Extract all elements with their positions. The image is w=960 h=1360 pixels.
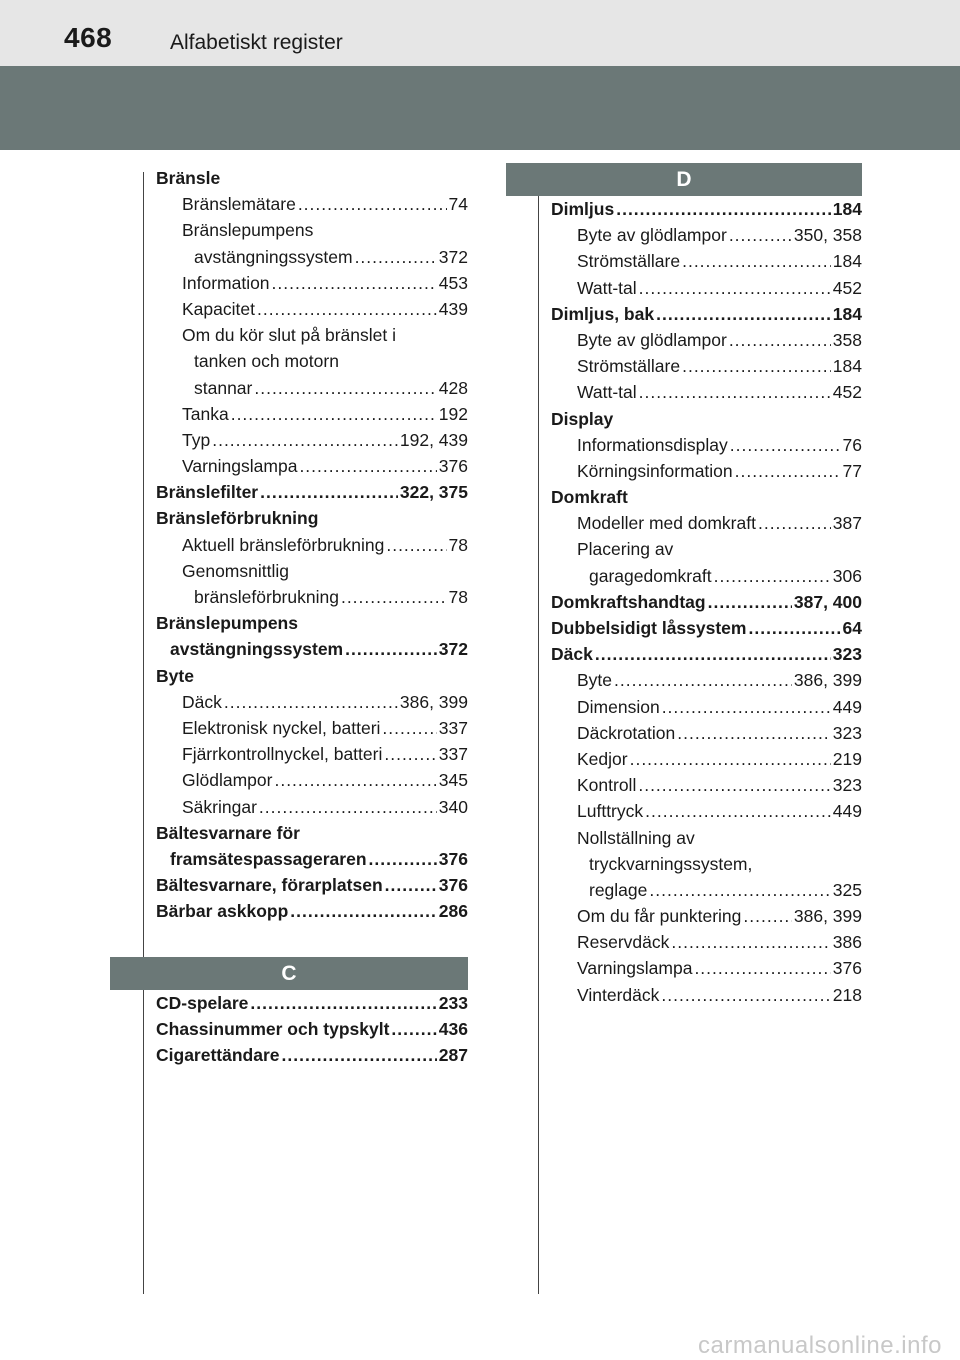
index-term: bränsleförbrukning [194,587,339,607]
index-term: garagedomkraft [589,565,712,586]
index-entry [551,801,862,827]
page-reference: 325 [832,879,862,900]
index-term: Glödlampor [182,770,273,791]
index-term: Körningsinformation [577,460,733,481]
dot-leader [386,535,446,556]
dot-leader [630,749,831,770]
index-column-d [551,199,862,1011]
index-term: Om du kör slut på bränslet i [182,325,396,346]
page-reference: 322, 375 [399,482,468,503]
index-term: Byte [156,665,194,686]
index-entry [156,456,468,482]
index-term: tanken och motorn [194,351,339,372]
dot-leader [299,456,436,477]
page-reference: 184 [832,303,862,324]
dot-leader [638,775,830,796]
index-term: Placering av [577,539,674,560]
index-term: Information [182,272,270,293]
dot-leader [694,958,830,979]
index-entry [156,561,468,587]
page-reference: 386, 399 [399,691,468,712]
dot-leader [224,692,398,713]
index-entry [551,513,862,539]
page-reference: 449 [832,801,862,822]
index-term: Dimension [577,696,660,717]
dot-leader [639,278,831,299]
page-reference: 74 [448,194,468,215]
index-entry [551,566,862,592]
dot-leader [682,251,831,272]
dot-leader [614,670,792,691]
index-entry [156,299,468,325]
dot-leader [729,330,831,351]
page-reference: 337 [438,744,468,765]
index-term: Nollställning av [577,827,695,848]
index-term: Cigarettändare [156,1045,280,1066]
index-term: Däckrotation [577,722,676,743]
page-reference: 306 [832,565,862,586]
page-reference: 64 [842,618,862,638]
index-term: Dubbelsidigt låssystem [551,618,747,638]
page-reference: 78 [448,587,468,607]
index-term: Bränsleförbrukning [156,508,319,529]
index-entry [156,508,468,534]
index-entry [156,875,468,901]
index-entry [551,330,862,356]
index-term: Typ [182,429,211,450]
page-reference: 345 [438,770,468,791]
index-entry [156,993,468,1019]
index-term: Bärbar askkopp [156,901,289,922]
index-term: Däck [182,691,222,712]
page-number: 468 [64,22,113,53]
dot-leader [656,304,831,325]
dot-leader [645,801,831,822]
dot-leader [758,513,831,534]
dot-leader [250,993,436,1014]
page-reference: 376 [438,848,468,869]
dot-leader [231,404,437,425]
index-term: Watt-tal [577,382,637,403]
dot-leader [355,247,437,268]
index-entry [551,592,862,618]
page-reference: 184 [832,251,862,272]
index-term: Dimljus, bak [551,303,655,324]
index-term: Informationsdisplay [577,434,728,455]
letter-heading-c: C [110,957,468,990]
page-reference: 323 [832,775,862,796]
index-term: Reservdäck [577,932,670,953]
index-entry [551,251,862,277]
index-term: Om du får punktering [577,906,742,927]
index-term: tryckvarningssystem, [589,853,753,874]
dot-leader [260,482,398,503]
dot-leader [290,901,437,922]
dot-leader [257,299,437,320]
index-entry [551,539,862,565]
index-entry [156,168,468,194]
index-entry [156,535,468,561]
index-term: Kedjor [577,748,628,769]
dot-leader [272,273,437,294]
index-entry [551,958,862,984]
index-term: Säkringar [182,796,257,817]
page-reference: 218 [832,984,862,1005]
index-column-b [156,168,468,927]
index-entry [551,775,862,801]
index-term: Bältesvarnare, förarplatsen [156,875,383,896]
index-entry [551,435,862,461]
index-term: Kontroll [577,775,637,796]
index-term: Elektronisk nyckel, batteri [182,717,381,738]
dot-leader [729,225,792,246]
page-reference: 323 [832,644,862,665]
page-reference: 439 [438,298,468,319]
page-reference: 376 [438,456,468,477]
dot-leader [708,592,792,613]
page-reference: 323 [832,722,862,743]
index-column-c [156,993,468,1072]
index-entry [551,906,862,932]
index-term: Fjärrkontrollnyckel, batteri [182,744,383,765]
page-reference: 386, 399 [793,670,862,691]
dot-leader [254,378,436,399]
page-reference: 387, 400 [793,591,862,612]
index-term: avstängningssystem [170,639,344,660]
letter-heading-d: D [506,163,862,196]
index-term: Varningslampa [182,456,298,477]
dot-leader [735,461,841,482]
page-reference: 358 [832,329,862,350]
dot-leader [345,639,437,660]
index-term: Byte av glödlampor [577,329,727,350]
index-term: Varningslampa [577,958,693,979]
dot-leader [391,1019,436,1040]
index-entry [156,823,468,849]
page-reference: 76 [842,434,862,455]
index-entry [551,932,862,958]
index-entry [551,985,862,1011]
dot-leader [639,382,831,403]
index-term: Byte av glödlampor [577,225,727,246]
page-reference: 340 [438,796,468,817]
dot-leader [671,932,830,953]
dot-leader [212,430,398,451]
index-entry [156,1019,468,1045]
page-reference: 350, 358 [793,225,862,246]
page-reference: 372 [438,639,468,660]
index-entry [156,744,468,770]
page-reference: 376 [832,958,862,979]
page-reference: 78 [448,534,468,555]
index-entry [156,1045,468,1071]
dot-leader [382,718,436,739]
index-entry [551,382,862,408]
index-entry [551,697,862,723]
index-entry [551,828,862,854]
section-title: Alfabetiskt register [170,31,343,54]
dot-leader [730,435,841,456]
dot-leader [661,985,830,1006]
page-reference: 452 [832,277,862,298]
index-term: Bränslemätare [182,194,296,215]
dot-leader [341,587,447,608]
index-entry [551,618,862,644]
dot-leader [259,797,437,818]
index-term: Domkraft [551,487,628,508]
index-entry [156,430,468,456]
index-term: Bältesvarnare för [156,822,300,843]
index-entry [156,351,468,377]
page-reference: 436 [438,1019,468,1040]
index-term: Genomsnittlig [182,560,289,581]
index-entry [156,587,468,613]
index-entry [551,854,862,880]
index-term: Strömställare [577,251,681,272]
index-entry [156,797,468,823]
index-term: Display [551,408,614,429]
index-entry [551,278,862,304]
index-term: Kapacitet [182,298,255,319]
dot-leader [677,723,831,744]
page-reference: 192 [438,403,468,424]
index-term: Chassinummer och typskylt [156,1019,390,1040]
index-entry [551,225,862,251]
header-band [0,66,960,150]
index-entry [156,404,468,430]
index-term: Däck [551,644,593,665]
index-term: CD-spelare [156,993,249,1013]
page-reference: 233 [438,993,468,1013]
page-reference: 376 [438,875,468,896]
index-term: Bränslefilter [156,482,259,503]
page-reference: 453 [438,272,468,293]
dot-leader [649,880,830,901]
index-entry [551,356,862,382]
page-reference: 286 [438,901,468,922]
index-entry [551,461,862,487]
index-entry [551,723,862,749]
index-entry [156,194,468,220]
dot-leader [714,566,831,587]
page-reference: 219 [832,748,862,769]
page-reference: 372 [438,246,468,267]
index-entry [156,613,468,639]
index-term: Bränsle [156,168,221,188]
dot-leader [682,356,831,377]
index-term: Strömställare [577,356,681,377]
dot-leader [282,1045,437,1066]
index-entry [551,880,862,906]
index-entry [156,247,468,273]
index-entry [156,325,468,351]
index-entry [156,692,468,718]
index-entry [156,666,468,692]
page-reference: 386 [832,932,862,953]
index-entry [156,220,468,246]
page-reference: 184 [832,199,862,219]
index-entry [551,199,862,225]
dot-leader [616,199,831,220]
page-reference: 452 [832,382,862,403]
index-term: Lufttryck [577,801,644,822]
dot-leader [748,618,840,639]
index-entry [551,304,862,330]
index-term: Vinterdäck [577,984,660,1005]
column-divider-right [538,172,539,1294]
index-term: Bränslepumpens [156,613,298,634]
index-term: Bränslepumpens [182,220,314,241]
index-entry [156,273,468,299]
page-reference: 77 [842,460,862,481]
index-term: Byte [577,670,613,691]
index-term: reglage [589,879,648,900]
column-divider-left [143,172,144,1294]
index-entry [551,409,862,435]
index-entry [551,670,862,696]
page-reference: 428 [438,377,468,398]
index-entry [156,639,468,665]
dot-leader [743,906,791,927]
page-reference: 449 [832,696,862,717]
index-term: Dimljus [551,199,615,219]
index-entry [551,487,862,513]
index-entry [156,378,468,404]
index-term: stannar [194,377,253,398]
dot-leader [298,194,447,215]
index-term: Modeller med domkraft [577,513,756,534]
index-entry [156,849,468,875]
index-entry [156,482,468,508]
dot-leader [662,697,831,718]
page-header-strip [0,0,960,66]
page-reference: 287 [438,1045,468,1066]
dot-leader [369,849,437,870]
dot-leader [384,744,436,765]
index-term: Domkraftshandtag [551,591,706,612]
index-term: Aktuell bränsleförbrukning [182,534,385,555]
page-reference: 184 [832,356,862,377]
index-entry [551,644,862,670]
index-entry [551,749,862,775]
index-term: framsätespassageraren [170,848,367,869]
index-entry [156,901,468,927]
index-term: Watt-tal [577,277,637,298]
index-term: avstängningssystem [194,246,353,267]
page-reference: 192, 439 [399,429,468,450]
index-entry [156,770,468,796]
dot-leader [274,770,436,791]
page-reference: 337 [438,717,468,738]
dot-leader [595,644,831,665]
watermark: carmanualsonline.info [698,1332,942,1359]
page-reference: 387 [832,513,862,534]
page-reference: 386, 399 [793,906,862,927]
index-entry [156,718,468,744]
index-term: Tanka [182,403,229,424]
dot-leader [385,875,437,896]
